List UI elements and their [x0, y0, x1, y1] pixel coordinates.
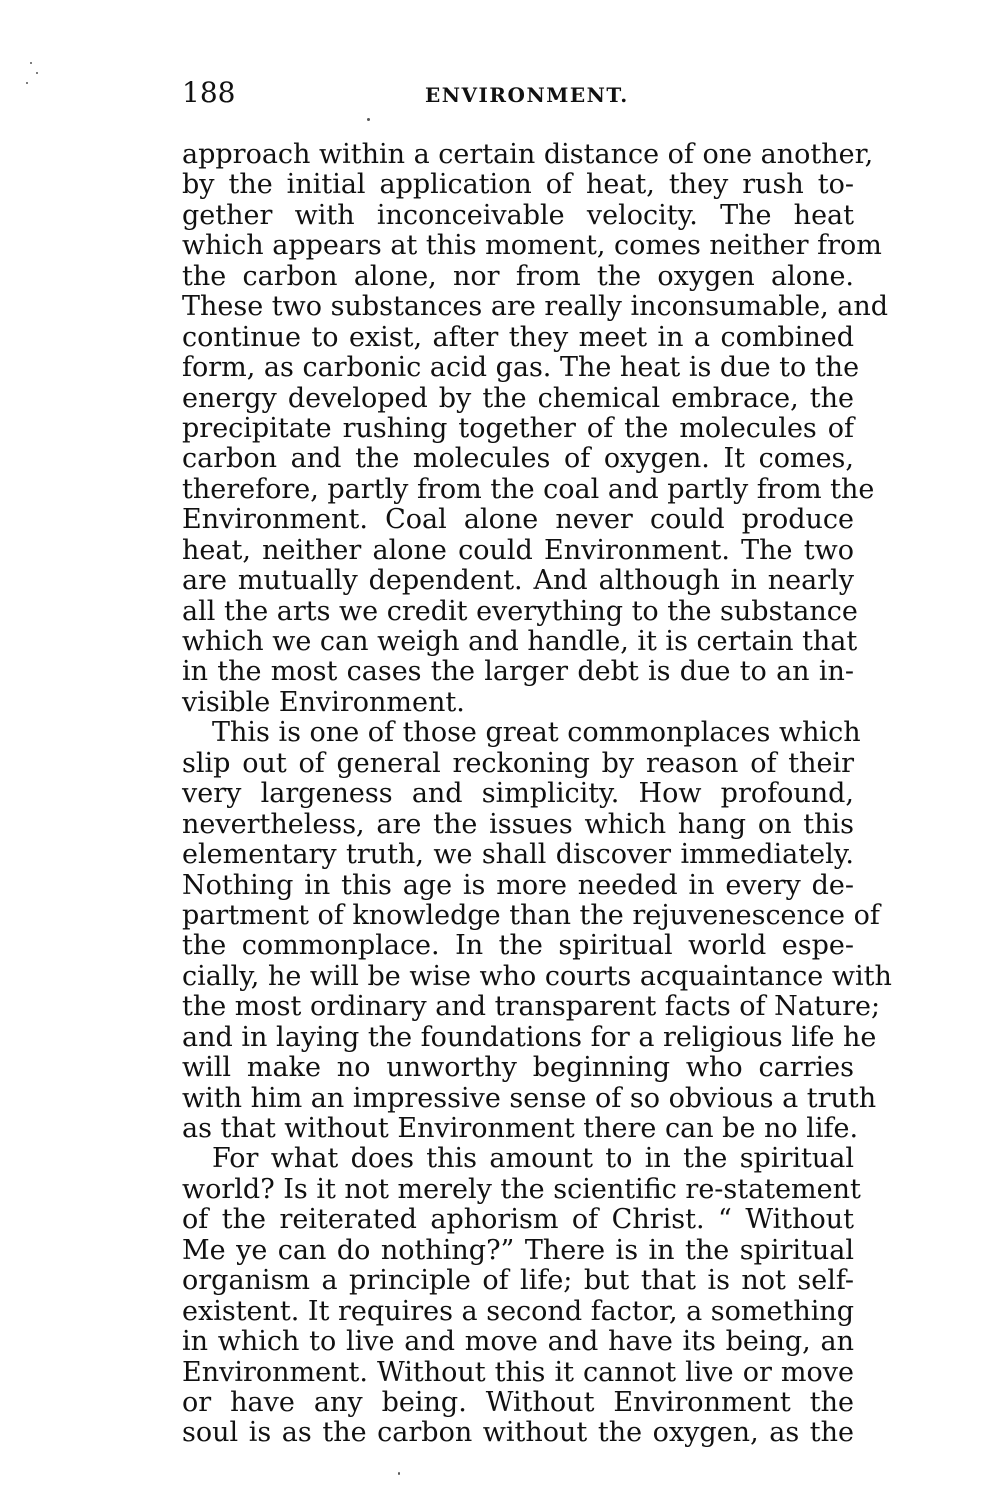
- text-line: For what does this amount to in the spiritual: [212, 1143, 854, 1175]
- text-line: form, as carbonic acid gas. The heat is due to the: [182, 352, 860, 384]
- text-line: the carbon alone, nor from the oxygen alone.: [182, 260, 854, 292]
- text-line: the commonplace. In the spiritual world espe-: [182, 930, 854, 962]
- text-line: soul is as the carbon without the oxygen, as the: [182, 1417, 854, 1449]
- scan-speck: [36, 72, 38, 74]
- scan-speck: [26, 82, 28, 84]
- text-line: the most ordinary and transparent facts of Nature;: [182, 991, 881, 1023]
- text-line: nevertheless, are the issues which hang on this: [182, 808, 854, 840]
- scan-speck: [367, 118, 370, 121]
- text-line: carbon and the molecules of oxygen. It comes,: [182, 443, 854, 475]
- text-line: gether with inconceivable velocity. The heat: [182, 199, 854, 231]
- text-line: heat, neither alone could Environment. The two: [182, 534, 854, 566]
- text-line: which we can weigh and handle, it is certain that: [182, 626, 858, 657]
- text-line: with him an impressive sense of so obvious a truth: [182, 1082, 877, 1114]
- text-line: elementary truth, we shall discover immediately.: [182, 839, 854, 871]
- text-line: cially, he will be wise who courts acquaintance with: [182, 960, 892, 992]
- paragraph-1: [182, 139, 889, 718]
- text-line: precipitate rushing together of the molecules of: [182, 412, 854, 444]
- text-line: partment of knowledge than the rejuvenescence of: [182, 899, 880, 931]
- text-line: therefore, partly from the coal and partly from the: [182, 473, 875, 505]
- text-line: existent. It requires a second factor, a something: [182, 1295, 855, 1327]
- text-line: or have any being. Without Environment the: [182, 1386, 854, 1418]
- text-line: slip out of general reckoning by reason of their: [182, 747, 854, 779]
- text-line: of the reiterated aphorism of Christ. “ Without: [182, 1204, 854, 1236]
- text-line: are mutually dependent. And although in nearly: [182, 565, 854, 597]
- text-line: approach within a certain distance of one another,: [182, 139, 874, 170]
- text-line: all the arts we credit everything to the substance: [182, 595, 858, 627]
- text-line: world? Is it not merely the scientific re-statement: [182, 1173, 861, 1205]
- text-line: This is one of those great commonplaces which: [212, 717, 861, 749]
- scan-speck: [398, 1472, 400, 1475]
- text-line: organism a principle of life; but that is not self-: [182, 1265, 854, 1297]
- text-line: Environment. Without this it cannot live or move: [182, 1356, 854, 1388]
- paragraph-3: [182, 1143, 861, 1449]
- page-header: [182, 78, 854, 108]
- paragraph-2: [182, 717, 892, 1144]
- text-line: by the initial application of heat, they rush to-: [182, 169, 854, 201]
- running-title: ENVIRONMENT.: [425, 83, 629, 107]
- text-line: and in laying the foundations for a religious life he: [182, 1021, 877, 1053]
- text-line: very largeness and simplicity. How profound,: [182, 778, 854, 810]
- text-line: Nothing in this age is more needed in every de-: [182, 869, 854, 901]
- text-line: in which to live and move and have its being, an: [182, 1326, 854, 1358]
- text-line: energy developed by the chemical embrace, the: [182, 382, 854, 414]
- page-number: 188: [182, 76, 236, 109]
- text-line: visible Environment.: [182, 686, 465, 718]
- text-line: in the most cases the larger debt is due to an in-: [182, 656, 854, 688]
- body-text: [182, 139, 892, 1449]
- scan-speck: [30, 62, 32, 64]
- text-line: which appears at this moment, comes neither from: [182, 230, 882, 262]
- text-line: Me ye can do nothing?” There is in the spiritual: [182, 1234, 854, 1266]
- text-line: will make no unworthy beginning who carries: [182, 1052, 854, 1084]
- text-line: as that without Environment there can be no life.: [182, 1113, 859, 1144]
- text-line: Environment. Coal alone never could produce: [182, 504, 854, 536]
- text-line: These two substances are really inconsumable, and: [182, 291, 889, 323]
- text-line: continue to exist, after they meet in a combined: [182, 321, 854, 353]
